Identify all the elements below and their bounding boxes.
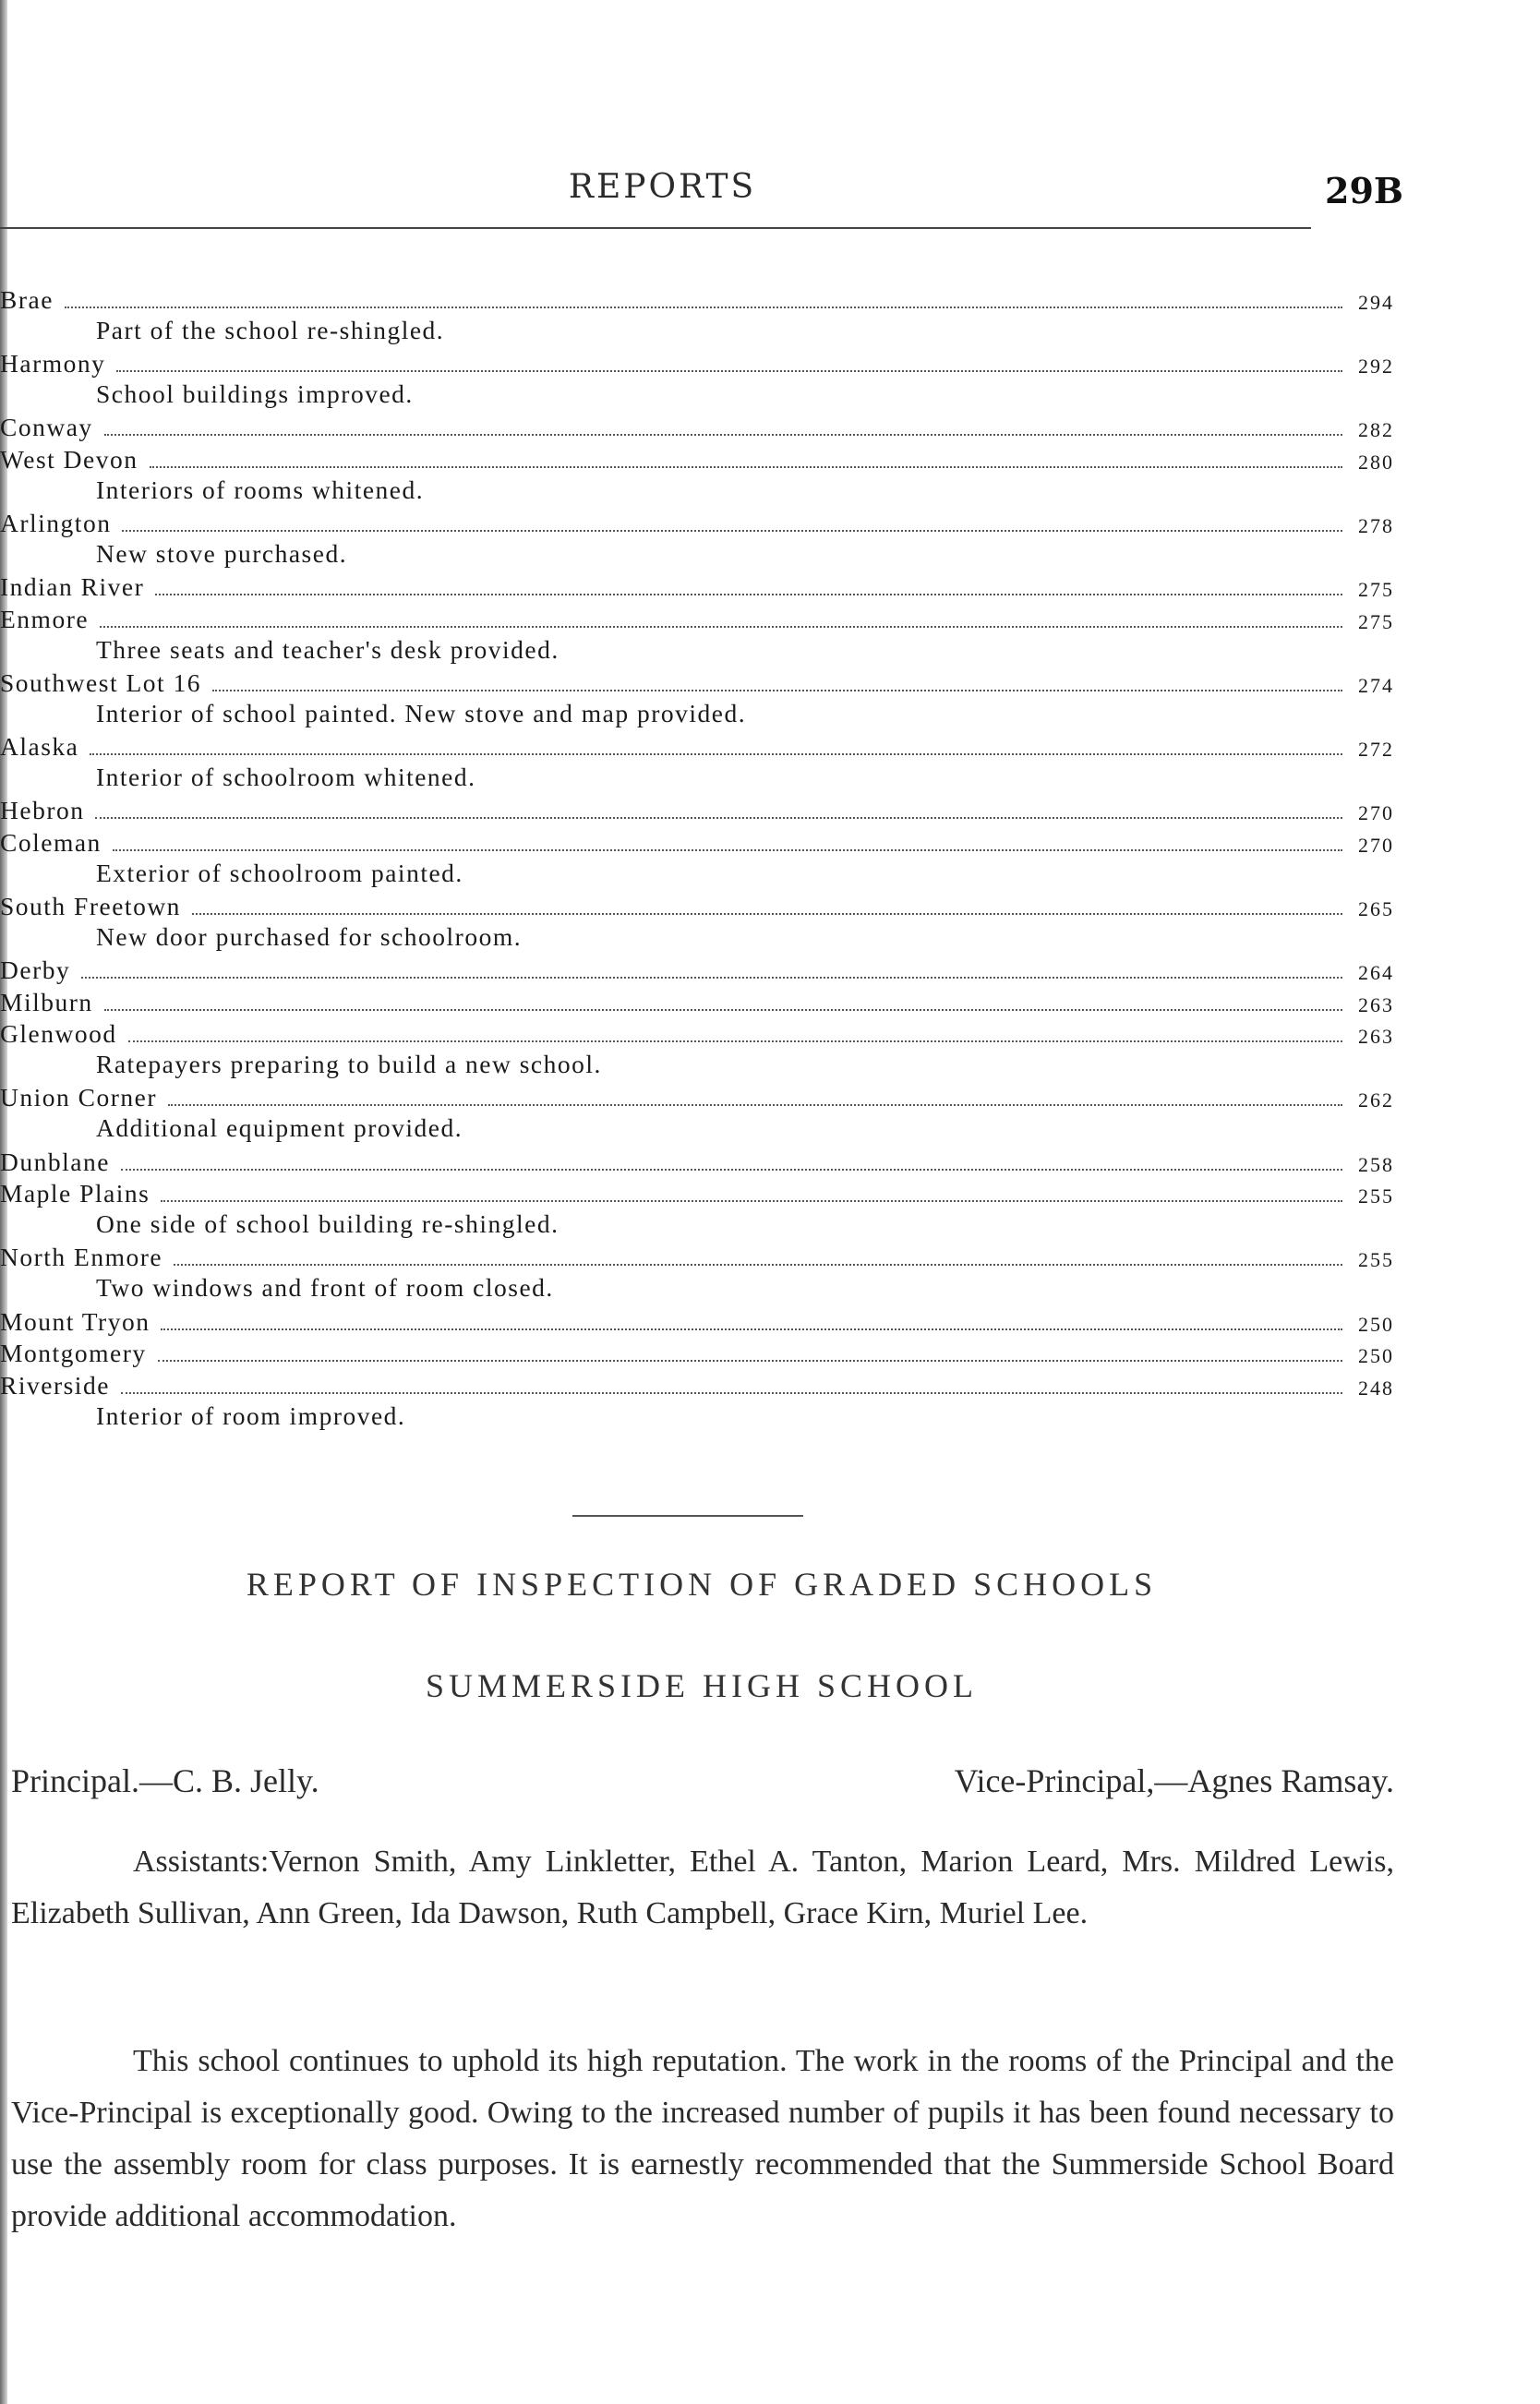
school-note: Three seats and teacher's desk provided. [96, 634, 559, 664]
school-note: Interior of schoolroom whitened. [96, 762, 476, 791]
school-name: South Freetown [0, 891, 181, 920]
school-score: 258 [1358, 1152, 1394, 1176]
list-item [0, 1177, 1394, 1209]
school-name: Mount Tryon [0, 1306, 150, 1336]
school-score: 275 [1358, 609, 1394, 633]
list-item [0, 666, 1394, 698]
report-heading: REPORT OF INSPECTION OF GRADED SCHOOLS [246, 1566, 1158, 1603]
school-note: Two windows and front of room closed. [96, 1273, 554, 1303]
school-name: Derby [0, 956, 71, 985]
school-note: New stove purchased. [96, 538, 348, 568]
header-rule [0, 227, 1311, 229]
school-name: Indian River [0, 571, 145, 601]
school-note: Interior of room improved. [96, 1400, 406, 1430]
school-name: Coleman [0, 827, 102, 857]
page-header [0, 164, 1403, 220]
school-name: Arlington [0, 508, 112, 537]
list-item [0, 1017, 1394, 1050]
school-note: Part of the school re-shingled. [96, 315, 445, 344]
school-name: West Devon [0, 444, 138, 474]
list-item [0, 442, 1394, 475]
school-name: North Enmore [0, 1243, 163, 1272]
vice-principal-name: Vice-Principal,—Agnes Ramsay. [954, 1762, 1394, 1799]
school-score: 270 [1358, 833, 1394, 857]
school-note: Exterior of schoolroom painted. [96, 858, 463, 887]
school-score: 248 [1358, 1376, 1394, 1400]
school-heading: SUMMERSIDE HIGH SCHOOL [425, 1667, 979, 1704]
assistants-paragraph: Assistants:Vernon Smith, Amy Linkletter, Ethel A. Tanton, Marion Leard, Mrs. Mildred Lewis, Elizabeth Sullivan, Ann Green, Ida Dawson, Ruth Campbell, Grace Kirn, Muriel Lee. [11, 1845, 1394, 1930]
school-name: Union Corner [0, 1083, 157, 1112]
list-item [0, 1145, 1394, 1177]
list-item [0, 889, 1394, 921]
dot-leader [65, 306, 1342, 308]
school-note: Interior of school painted. New stove and map provided. [96, 698, 747, 727]
section-divider [572, 1515, 803, 1517]
dot-leader [116, 369, 1342, 372]
school-name: Hebron [0, 796, 85, 825]
list-item [0, 1081, 1394, 1113]
dot-leader [212, 689, 1342, 691]
dot-leader [174, 1263, 1342, 1266]
school-score: 294 [1358, 290, 1394, 314]
dot-leader [168, 1103, 1342, 1106]
dot-leader [121, 1168, 1342, 1171]
dot-leader [121, 1391, 1342, 1394]
dot-leader [158, 1359, 1342, 1362]
school-name: Southwest Lot 16 [0, 667, 202, 697]
school-note: Additional equipment provided. [96, 1113, 463, 1143]
list-item [0, 410, 1394, 442]
school-score: 274 [1358, 673, 1394, 697]
list-item [0, 1304, 1394, 1337]
school-name: Milburn [0, 987, 93, 1016]
list-item [0, 985, 1394, 1017]
report-body-paragraph: This school continues to uphold its high reputation. The work in the rooms of the Principal and the Vice-Principal is exceptionally good. Owing to the increased number of pupils it has been found necessary to use the assembly room for class purposes. It is earnestly recommended that the Summerside School Board provide additional accommodation. [11, 2044, 1394, 2233]
school-score: 280 [1358, 450, 1394, 474]
school-note: One side of school building re-shingled. [96, 1209, 559, 1239]
list-item [0, 282, 1394, 315]
dot-leader [155, 593, 1342, 595]
school-name: Montgomery [0, 1339, 147, 1368]
dot-leader [113, 848, 1342, 851]
school-name: Alaska [0, 731, 79, 761]
dot-leader [104, 433, 1342, 436]
school-score-list [0, 282, 1394, 1432]
school-score: 265 [1358, 896, 1394, 920]
list-item [0, 570, 1394, 602]
dot-leader [122, 529, 1342, 532]
dot-leader [161, 1199, 1342, 1202]
list-item [0, 506, 1394, 538]
dot-leader [100, 625, 1342, 628]
school-name: Dunblane [0, 1147, 110, 1176]
school-score: 282 [1358, 417, 1394, 441]
list-item [0, 1241, 1394, 1273]
school-name: Riverside [0, 1370, 110, 1400]
school-score: 262 [1358, 1088, 1394, 1112]
page-number: 29B [1325, 170, 1403, 211]
dot-leader [90, 752, 1342, 755]
list-item [0, 346, 1394, 379]
school-score: 270 [1358, 801, 1394, 825]
dot-leader [128, 1040, 1342, 1042]
principal-name: Principal.—C. B. Jelly. [11, 1762, 319, 1799]
school-score: 264 [1358, 961, 1394, 985]
school-score: 255 [1358, 1248, 1394, 1272]
school-score: 255 [1358, 1184, 1394, 1208]
school-score: 278 [1358, 513, 1394, 537]
dot-leader [150, 465, 1343, 468]
school-name: Harmony [0, 348, 106, 378]
school-score: 263 [1358, 1025, 1394, 1049]
list-item [0, 729, 1394, 762]
list-item [0, 602, 1394, 634]
school-score: 275 [1358, 577, 1394, 601]
school-score: 250 [1358, 1344, 1394, 1368]
school-score: 250 [1358, 1312, 1394, 1336]
dot-leader [81, 976, 1342, 979]
school-note: School buildings improved. [96, 379, 414, 408]
dot-leader [95, 816, 1342, 819]
school-name: Glenwood [0, 1019, 117, 1049]
list-item [0, 1368, 1394, 1400]
school-name: Maple Plains [0, 1179, 150, 1208]
school-score: 272 [1358, 737, 1394, 761]
dot-leader [192, 912, 1342, 915]
school-name: Brae [0, 284, 54, 314]
school-score: 292 [1358, 354, 1394, 378]
school-note: Interiors of rooms whitened. [96, 475, 425, 504]
list-item [0, 825, 1394, 858]
school-note: Ratepayers preparing to build a new school. [96, 1050, 602, 1079]
running-head: REPORTS [568, 168, 757, 206]
dot-leader [161, 1328, 1342, 1330]
school-note: New door purchased for schoolroom. [96, 921, 523, 951]
school-score: 263 [1358, 992, 1394, 1016]
dot-leader [104, 1008, 1342, 1011]
list-item [0, 1337, 1394, 1369]
school-name: Enmore [0, 604, 90, 633]
list-item [0, 794, 1394, 826]
school-name: Conway [0, 412, 93, 441]
list-item [0, 953, 1394, 985]
